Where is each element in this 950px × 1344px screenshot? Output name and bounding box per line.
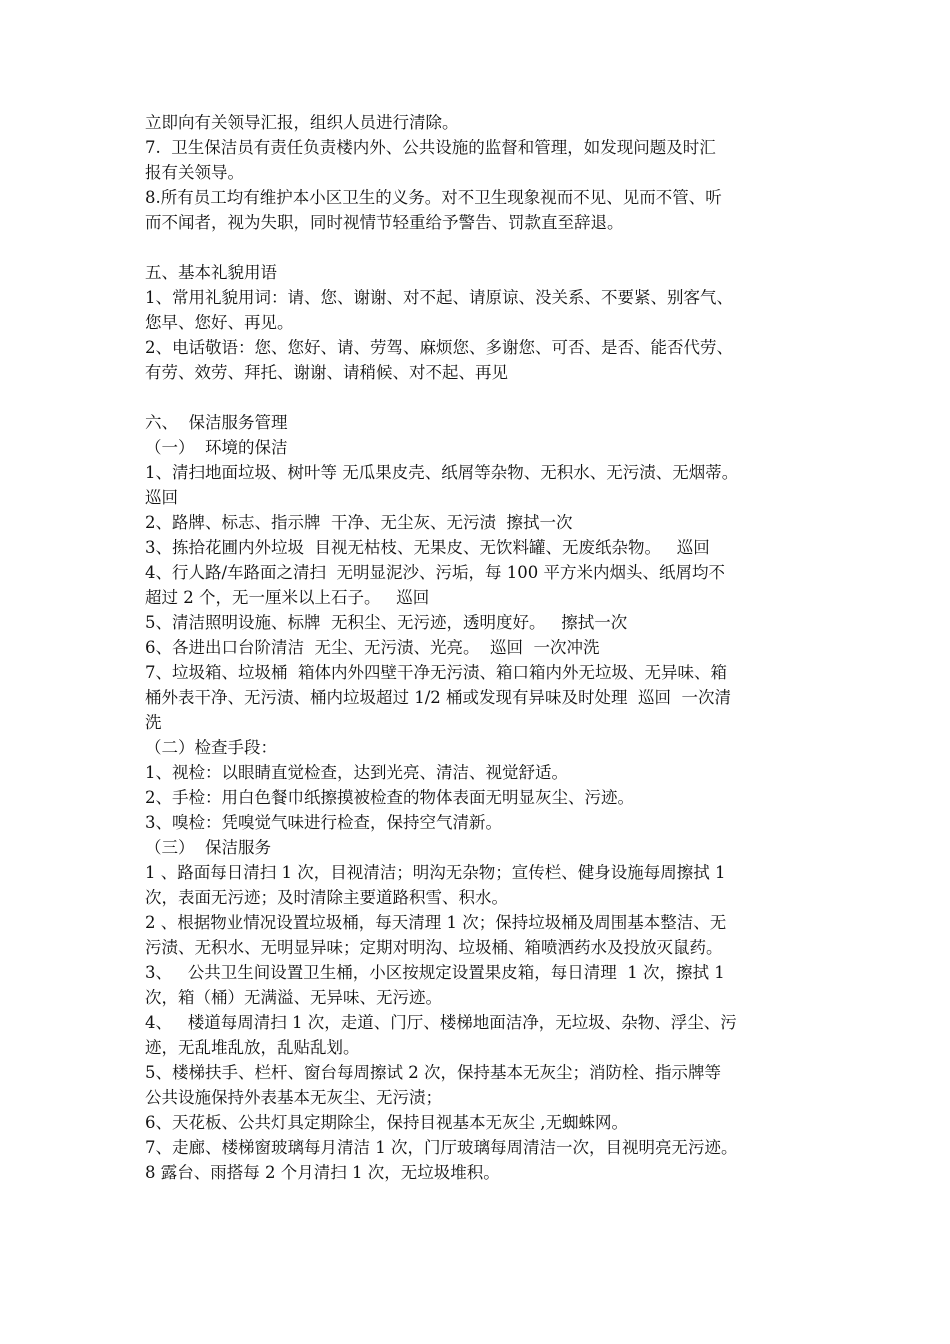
blank-line xyxy=(145,385,815,410)
text-line: （二）检查手段： xyxy=(145,738,277,757)
text-line: 迹，无乱堆乱放，乱贴乱划。 xyxy=(145,1038,360,1057)
text-line: 7、垃圾箱、垃圾桶 箱体内外四壁干净无污渍、箱口箱内外无垃圾、无异味、箱 xyxy=(145,663,727,682)
text-line: 次，箱（桶）无满溢、无异味、无污迹。 xyxy=(145,988,442,1007)
text-line: 8.所有员工均有维护本小区卫生的义务。对不卫生现象视而不见、见而不管、听 xyxy=(145,188,722,207)
text-line: 2、路牌、标志、指示牌 干净、无尘灰、无污渍 擦拭一次 xyxy=(145,513,573,532)
text-line: 1 、路面每日清扫 1 次，目视清洁；明沟无杂物；宣传栏、健身设施每周擦拭 1 xyxy=(145,863,726,882)
blank-line xyxy=(145,235,815,260)
text-line: 公共设施保持外表基本无灰尘、无污渍； xyxy=(145,1088,442,1107)
text-line: 洗 xyxy=(145,713,162,732)
text-line: 1、清扫地面垃圾、树叶等 无瓜果皮壳、纸屑等杂物、无积水、无污渍、无烟蒂。 xyxy=(145,463,739,482)
text-line: 4、 楼道每周清扫 1 次，走道、门厅、楼梯地面洁净，无垃圾、杂物、浮尘、污 xyxy=(145,1013,737,1032)
text-line: 2、手检：用白色餐巾纸擦摸被检查的物体表面无明显灰尘、污迹。 xyxy=(145,788,634,807)
text-line: 您早、您好、再见。 xyxy=(145,313,294,332)
text-line: 7. 卫生保洁员有责任负责楼内外、公共设施的监督和管理，如发现问题及时汇 xyxy=(145,138,716,157)
text-line: 7、走廊、楼梯窗玻璃每月清洁 1 次，门厅玻璃每周清洁一次，目视明亮无污迹。 xyxy=(145,1138,738,1157)
text-line: 立即向有关领导汇报，组织人员进行清除。 xyxy=(145,113,459,132)
text-line: 5、楼梯扶手、栏杆、窗台每周擦试 2 次，保持基本无灰尘；消防栓、指示牌等 xyxy=(145,1063,721,1082)
text-line: 1、视检：以眼睛直觉检查，达到光亮、清洁、视觉舒适。 xyxy=(145,763,568,782)
text-line: （三） 保洁服务 xyxy=(145,838,271,857)
text-line: 3、嗅检：凭嗅觉气味进行检查，保持空气清新。 xyxy=(145,813,502,832)
text-line: 6、天花板、公共灯具定期除尘，保持目视基本无灰尘 ,无蜘蛛网。 xyxy=(145,1113,628,1132)
text-line: 巡回 xyxy=(145,488,178,507)
text-line: 五、基本礼貌用语 xyxy=(145,263,277,282)
text-line: 而不闻者，视为失职，同时视情节轻重给予警告、罚款直至辞退。 xyxy=(145,213,624,232)
text-line: 超过 2 个，无一厘米以上石子。 巡回 xyxy=(145,588,430,607)
text-line: 污渍、无积水、无明显异味；定期对明沟、垃圾桶、箱喷洒药水及投放灭鼠药。 xyxy=(145,938,723,957)
text-line: 有劳、效劳、拜托、谢谢、请稍候、对不起、再见 xyxy=(145,363,508,382)
text-line: 3、 公共卫生间设置卫生桶，小区按规定设置果皮箱，每日清理 1 次，擦拭 1 xyxy=(145,963,725,982)
text-line: 4、行人路/车路面之清扫 无明显泥沙、污垢，每 100 平方米内烟头、纸屑均不 xyxy=(145,563,726,582)
text-line: 3、拣拾花圃内外垃圾 目视无枯枝、无果皮、无饮料罐、无废纸杂物。 巡回 xyxy=(145,538,710,557)
text-line: 六、 保洁服务管理 xyxy=(145,413,288,432)
text-line: 6、各进出口台阶清洁 无尘、无污渍、光亮。 巡回 一次冲洗 xyxy=(145,638,600,657)
text-line: 次，表面无污迹；及时清除主要道路积雪、积水。 xyxy=(145,888,508,907)
document-body xyxy=(145,110,815,1185)
text-line: 5、清洁照明设施、标牌 无积尘、无污迹，透明度好。 擦拭一次 xyxy=(145,613,628,632)
text-line: （一） 环境的保洁 xyxy=(145,438,288,457)
text-line: 2、电话敬语：您、您好、请、劳驾、麻烦您、多谢您、可否、是否、能否代劳、 xyxy=(145,338,733,357)
text-line: 8 露台、雨搭每 2 个月清扫 1 次，无垃圾堆积。 xyxy=(145,1163,500,1182)
text-line: 报有关领导。 xyxy=(145,163,244,182)
text-line: 桶外表干净、无污渍、桶内垃圾超过 1/2 桶或发现有异味及时处理 巡回 一次清 xyxy=(145,688,732,707)
text-line: 1、常用礼貌用词：请、您、谢谢、对不起、请原谅、没关系、不要紧、别客气、 xyxy=(145,288,733,307)
text-line: 2 、根据物业情况设置垃圾桶，每天清理 1 次；保持垃圾桶及周围基本整洁、无 xyxy=(145,913,727,932)
